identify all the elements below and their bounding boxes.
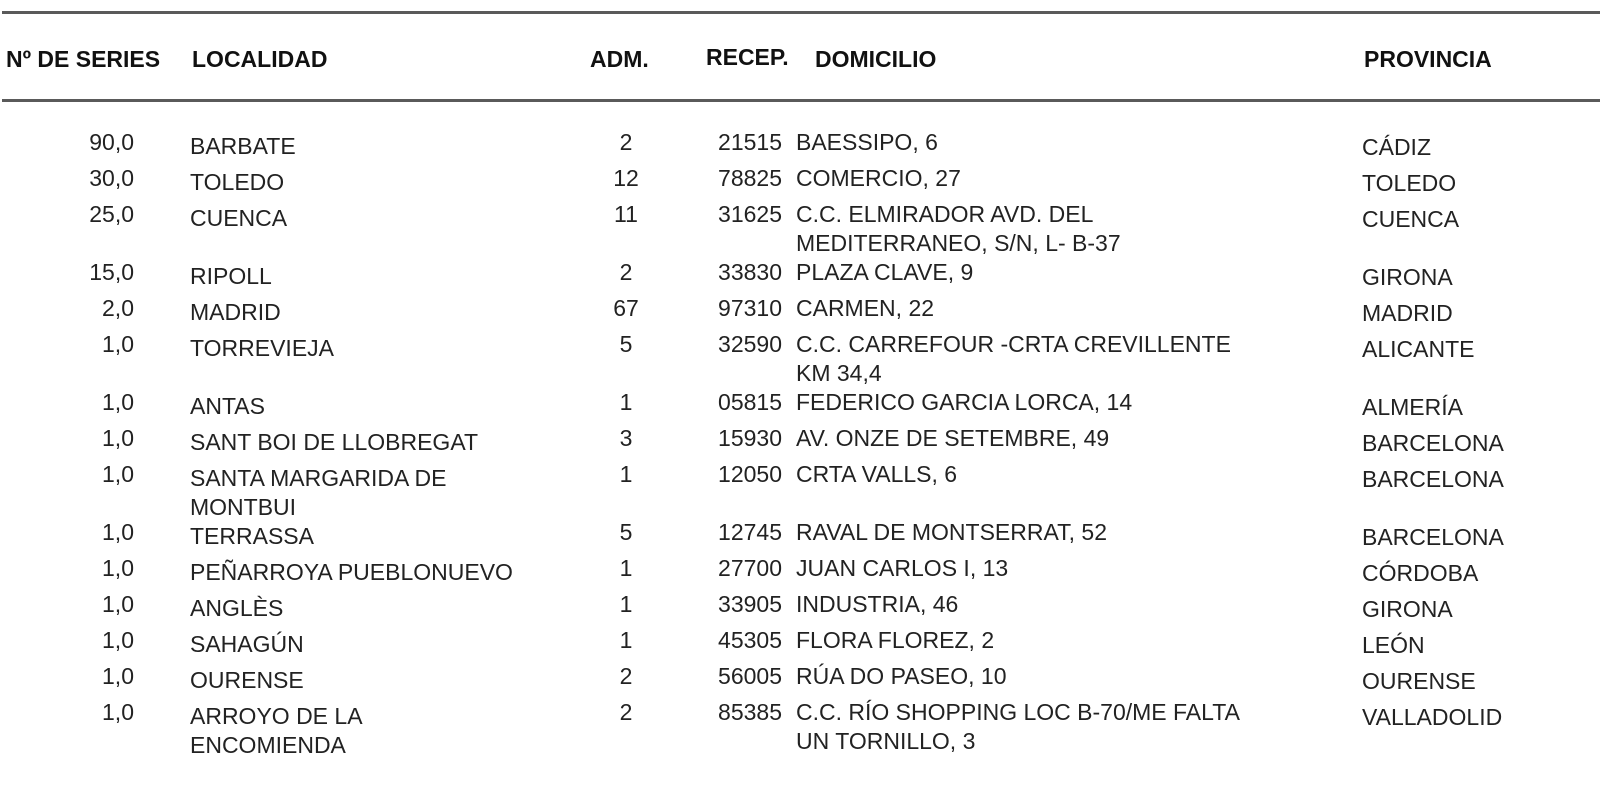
localidad-line: TERRASSA <box>190 523 314 549</box>
domicilio-line: INDUSTRIA, 46 <box>796 591 959 617</box>
domicilio-line: C.C. RÍO SHOPPING LOC B-70/ME FALTA <box>796 699 1240 725</box>
cell-provincia: VALLADOLID <box>1362 704 1503 730</box>
header-series: Nº DE SERIES <box>6 46 161 72</box>
header-localidad: LOCALIDAD <box>192 46 328 72</box>
cell-provincia: BARCELONA <box>1362 524 1504 550</box>
cell-localidad <box>190 594 283 623</box>
cell-localidad <box>190 298 281 327</box>
cell-domicilio <box>796 258 973 287</box>
cell-domicilio <box>796 518 1107 547</box>
header-recep: RECEP. <box>706 44 789 70</box>
cell-domicilio <box>796 200 1121 258</box>
cell-localidad <box>190 522 314 551</box>
cell-series: 1,0 <box>102 425 134 451</box>
localidad-line: ANTAS <box>190 393 265 419</box>
cell-recep: 12050 <box>718 461 782 487</box>
cell-series: 1,0 <box>102 519 134 545</box>
cell-series: 2,0 <box>102 295 134 321</box>
table-row <box>0 700 1600 758</box>
table-row <box>0 332 1600 390</box>
cell-localidad <box>190 464 446 522</box>
cell-series: 1,0 <box>102 331 134 357</box>
cell-recep: 27700 <box>718 555 782 581</box>
cell-adm: 5 <box>619 331 633 357</box>
table-row <box>0 556 1600 592</box>
domicilio-line: AV. ONZE DE SETEMBRE, 49 <box>796 425 1110 451</box>
cell-adm: 3 <box>619 425 633 451</box>
top-rule <box>2 11 1600 14</box>
cell-recep: 85385 <box>718 699 782 725</box>
cell-recep: 12745 <box>718 519 782 545</box>
table-row <box>0 166 1600 202</box>
cell-adm: 1 <box>619 555 633 581</box>
domicilio-line: COMERCIO, 27 <box>796 165 961 191</box>
domicilio-line: RÚA DO PASEO, 10 <box>796 663 1007 689</box>
domicilio-line: CRTA VALLS, 6 <box>796 461 958 487</box>
cell-recep: 33830 <box>718 259 782 285</box>
table-row <box>0 592 1600 628</box>
cell-localidad <box>190 132 296 161</box>
cell-adm: 5 <box>619 519 633 545</box>
table-row <box>0 390 1600 426</box>
cell-domicilio <box>796 460 957 489</box>
localidad-line: ARROYO DE LA <box>190 703 363 729</box>
cell-domicilio <box>796 554 1008 583</box>
table-row <box>0 664 1600 700</box>
cell-series: 30,0 <box>89 165 134 191</box>
cell-provincia: GIRONA <box>1362 264 1453 290</box>
cell-provincia: CUENCA <box>1362 206 1460 232</box>
cell-series: 1,0 <box>102 663 134 689</box>
cell-domicilio <box>796 388 1132 417</box>
cell-recep: 32590 <box>718 331 782 357</box>
localidad-line: OURENSE <box>190 667 304 693</box>
cell-adm: 1 <box>619 389 633 415</box>
cell-adm: 2 <box>619 699 633 725</box>
cell-recep: 21515 <box>718 129 782 155</box>
table-row <box>0 296 1600 332</box>
cell-adm: 2 <box>619 663 633 689</box>
cell-adm: 11 <box>614 201 638 227</box>
cell-domicilio <box>796 626 994 655</box>
localidad-line: CUENCA <box>190 205 288 231</box>
domicilio-line: KM 34,4 <box>796 360 882 386</box>
cell-adm: 1 <box>619 627 633 653</box>
cell-adm: 2 <box>619 259 633 285</box>
cell-provincia: GIRONA <box>1362 596 1453 622</box>
localidad-line: TORREVIEJA <box>190 335 334 361</box>
cell-localidad <box>190 428 478 457</box>
table-row <box>0 462 1600 520</box>
cell-series: 1,0 <box>102 461 134 487</box>
table-row <box>0 426 1600 462</box>
cell-localidad <box>190 666 304 695</box>
domicilio-line: PLAZA CLAVE, 9 <box>796 259 974 285</box>
cell-series: 1,0 <box>102 699 134 725</box>
cell-domicilio <box>796 590 958 619</box>
cell-recep: 56005 <box>718 663 782 689</box>
cell-localidad <box>190 168 284 197</box>
header-adm: ADM. <box>590 46 649 72</box>
localidad-line: PEÑARROYA PUEBLONUEVO <box>190 559 513 585</box>
cell-series: 1,0 <box>102 627 134 653</box>
cell-series: 1,0 <box>102 389 134 415</box>
cell-provincia: OURENSE <box>1362 668 1476 694</box>
cell-localidad <box>190 204 287 233</box>
cell-recep: 78825 <box>718 165 782 191</box>
table-body <box>0 130 1600 758</box>
localidad-line: MONTBUI <box>190 494 297 520</box>
cell-adm: 12 <box>613 165 639 191</box>
cell-localidad <box>190 392 265 421</box>
cell-domicilio <box>796 294 934 323</box>
cell-adm: 2 <box>619 129 633 155</box>
cell-localidad <box>190 558 513 587</box>
cell-localidad <box>190 702 363 760</box>
domicilio-line: C.C. CARREFOUR -CRTA CREVILLENTE <box>796 331 1231 357</box>
cell-domicilio <box>796 662 1006 691</box>
domicilio-line: FEDERICO GARCIA LORCA, 14 <box>796 389 1133 415</box>
cell-provincia: LEÓN <box>1362 632 1425 658</box>
localidad-line: RIPOLL <box>190 263 272 289</box>
cell-series: 15,0 <box>89 259 134 285</box>
domicilio-line: RAVAL DE MONTSERRAT, 52 <box>796 519 1107 545</box>
domicilio-line: JUAN CARLOS I, 13 <box>796 555 1009 581</box>
cell-provincia: BARCELONA <box>1362 466 1504 492</box>
domicilio-line: CARMEN, 22 <box>796 295 935 321</box>
cell-series: 90,0 <box>89 129 134 155</box>
domicilio-line: C.C. ELMIRADOR AVD. DEL <box>796 201 1094 227</box>
cell-domicilio <box>796 330 1231 388</box>
cell-domicilio <box>796 164 961 193</box>
cell-domicilio <box>796 698 1240 756</box>
cell-provincia: ALMERÍA <box>1362 394 1463 420</box>
cell-provincia: MADRID <box>1362 300 1453 326</box>
table-row <box>0 628 1600 664</box>
cell-recep: 31625 <box>718 201 782 227</box>
cell-localidad <box>190 630 304 659</box>
header-domicilio: DOMICILIO <box>815 46 937 72</box>
localidad-line: ENCOMIENDA <box>190 732 346 758</box>
localidad-line: BARBATE <box>190 133 296 159</box>
localidad-line: SANTA MARGARIDA DE <box>190 465 447 491</box>
cell-recep: 15930 <box>718 425 782 451</box>
cell-adm: 1 <box>619 461 633 487</box>
table-row <box>0 202 1600 260</box>
localidad-line: SAHAGÚN <box>190 631 304 657</box>
cell-localidad <box>190 262 272 291</box>
domicilio-line: MEDITERRANEO, S/N, L- B-37 <box>796 230 1121 256</box>
cell-adm: 1 <box>619 591 633 617</box>
cell-recep: 33905 <box>718 591 782 617</box>
localidad-line: ANGLÈS <box>190 595 284 621</box>
cell-provincia: BARCELONA <box>1362 430 1504 456</box>
cell-domicilio <box>796 424 1109 453</box>
table-row <box>0 520 1600 556</box>
cell-adm: 67 <box>613 295 639 321</box>
cell-provincia: CÓRDOBA <box>1362 560 1479 586</box>
header-rule <box>2 99 1600 102</box>
cell-series: 1,0 <box>102 591 134 617</box>
localidad-line: SANT BOI DE LLOBREGAT <box>190 429 479 455</box>
cell-series: 25,0 <box>89 201 134 227</box>
cell-provincia: ALICANTE <box>1362 336 1475 362</box>
domicilio-line: UN TORNILLO, 3 <box>796 728 976 754</box>
cell-series: 1,0 <box>102 555 134 581</box>
table-row <box>0 130 1600 166</box>
localidad-line: MADRID <box>190 299 281 325</box>
cell-recep: 97310 <box>718 295 782 321</box>
cell-provincia: CÁDIZ <box>1362 134 1431 160</box>
localidad-line: TOLEDO <box>190 169 285 195</box>
table-row <box>0 260 1600 296</box>
cell-domicilio <box>796 128 938 157</box>
cell-recep: 45305 <box>718 627 782 653</box>
header-provincia: PROVINCIA <box>1364 46 1492 72</box>
cell-provincia: TOLEDO <box>1362 170 1457 196</box>
domicilio-line: FLORA FLOREZ, 2 <box>796 627 995 653</box>
cell-recep: 05815 <box>718 389 782 415</box>
cell-localidad <box>190 334 334 363</box>
domicilio-line: BAESSIPO, 6 <box>796 129 938 155</box>
